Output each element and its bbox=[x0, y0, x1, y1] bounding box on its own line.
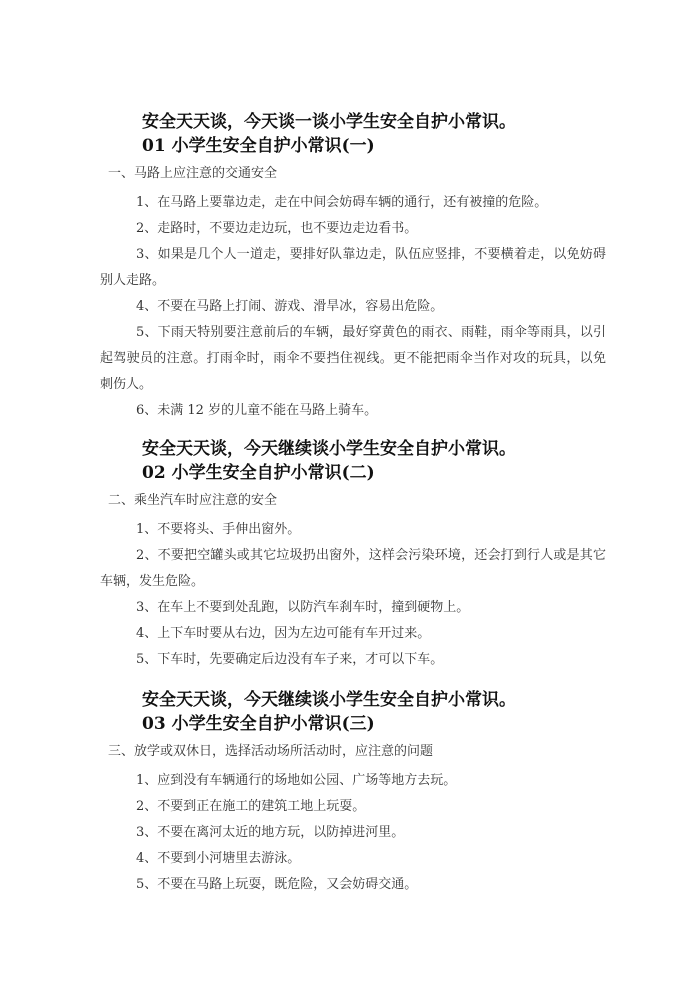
section-subheading: 03 小学生安全自护小常识(三) bbox=[142, 714, 375, 734]
item-list bbox=[100, 190, 610, 424]
section-heading: 安全天天谈，今天谈一谈小学生安全自护小常识。 bbox=[142, 112, 516, 132]
list-item: 1、应到没有车辆通行的场地如公园、广场等地方去玩。 bbox=[136, 773, 457, 788]
section-topic: 一、马路上应注意的交通安全 bbox=[108, 166, 278, 181]
list-item: 1、在马路上要靠边走，走在中间会妨碍车辆的通行，还有被撞的危险。 bbox=[136, 195, 548, 210]
section-subheading: 01 小学生安全自护小常识(一) bbox=[142, 136, 375, 156]
section-topic: 三、放学或双休日，选择活动场所活动时，应注意的问题 bbox=[108, 744, 434, 759]
item-list bbox=[100, 768, 610, 898]
list-item: 3、在车上不要到处乱跑，以防汽车刹车时，撞到硬物上。 bbox=[136, 600, 470, 615]
section-3 bbox=[100, 688, 610, 898]
section-topic: 二、乘坐汽车时应注意的安全 bbox=[108, 493, 278, 508]
list-item: 2、走路时，不要边走边玩，也不要边走边看书。 bbox=[136, 221, 418, 236]
list-item: 6、未满 12 岁的儿童不能在马路上骑车。 bbox=[136, 403, 378, 418]
list-item: 2、不要把空罐头或其它垃圾扔出窗外，这样会污染环境，还会打到行人或是其它车辆，发生危险。 bbox=[100, 548, 606, 589]
list-item: 4、不要到小河塘里去游泳。 bbox=[136, 851, 301, 866]
list-item: 3、如果是几个人一道走，要排好队靠边走，队伍应竖排，不要横着走，以免妨碍别人走路。 bbox=[100, 247, 606, 288]
list-item: 2、不要到正在施工的建筑工地上玩耍。 bbox=[136, 799, 366, 814]
section-subheading: 02 小学生安全自护小常识(二) bbox=[142, 463, 375, 483]
list-item: 5、下雨天特别要注意前后的车辆，最好穿黄色的雨衣、雨鞋，雨伞等雨具，以引起驾驶员的注意。打雨伞时，雨伞不要挡住视线。更不能把雨伞当作对攻的玩具，以免刺伤人。 bbox=[100, 325, 606, 392]
section-heading: 安全天天谈，今天继续谈小学生安全自护小常识。 bbox=[142, 439, 516, 459]
list-item: 4、上下车时要从右边，因为左边可能有车开过来。 bbox=[136, 626, 431, 641]
section-heading: 安全天天谈，今天继续谈小学生安全自护小常识。 bbox=[142, 690, 516, 710]
item-list bbox=[100, 517, 610, 673]
list-item: 1、不要将头、手伸出窗外。 bbox=[136, 522, 301, 537]
list-item: 5、不要在马路上玩耍，既危险，又会妨碍交通。 bbox=[136, 877, 418, 892]
section-2 bbox=[100, 437, 610, 673]
section-1 bbox=[100, 110, 610, 424]
list-item: 3、不要在离河太近的地方玩，以防掉进河里。 bbox=[136, 825, 405, 840]
list-item: 5、下车时，先要确定后边没有车子来，才可以下车。 bbox=[136, 652, 444, 667]
list-item: 4、不要在马路上打闹、游戏、滑旱冰，容易出危险。 bbox=[136, 299, 444, 314]
